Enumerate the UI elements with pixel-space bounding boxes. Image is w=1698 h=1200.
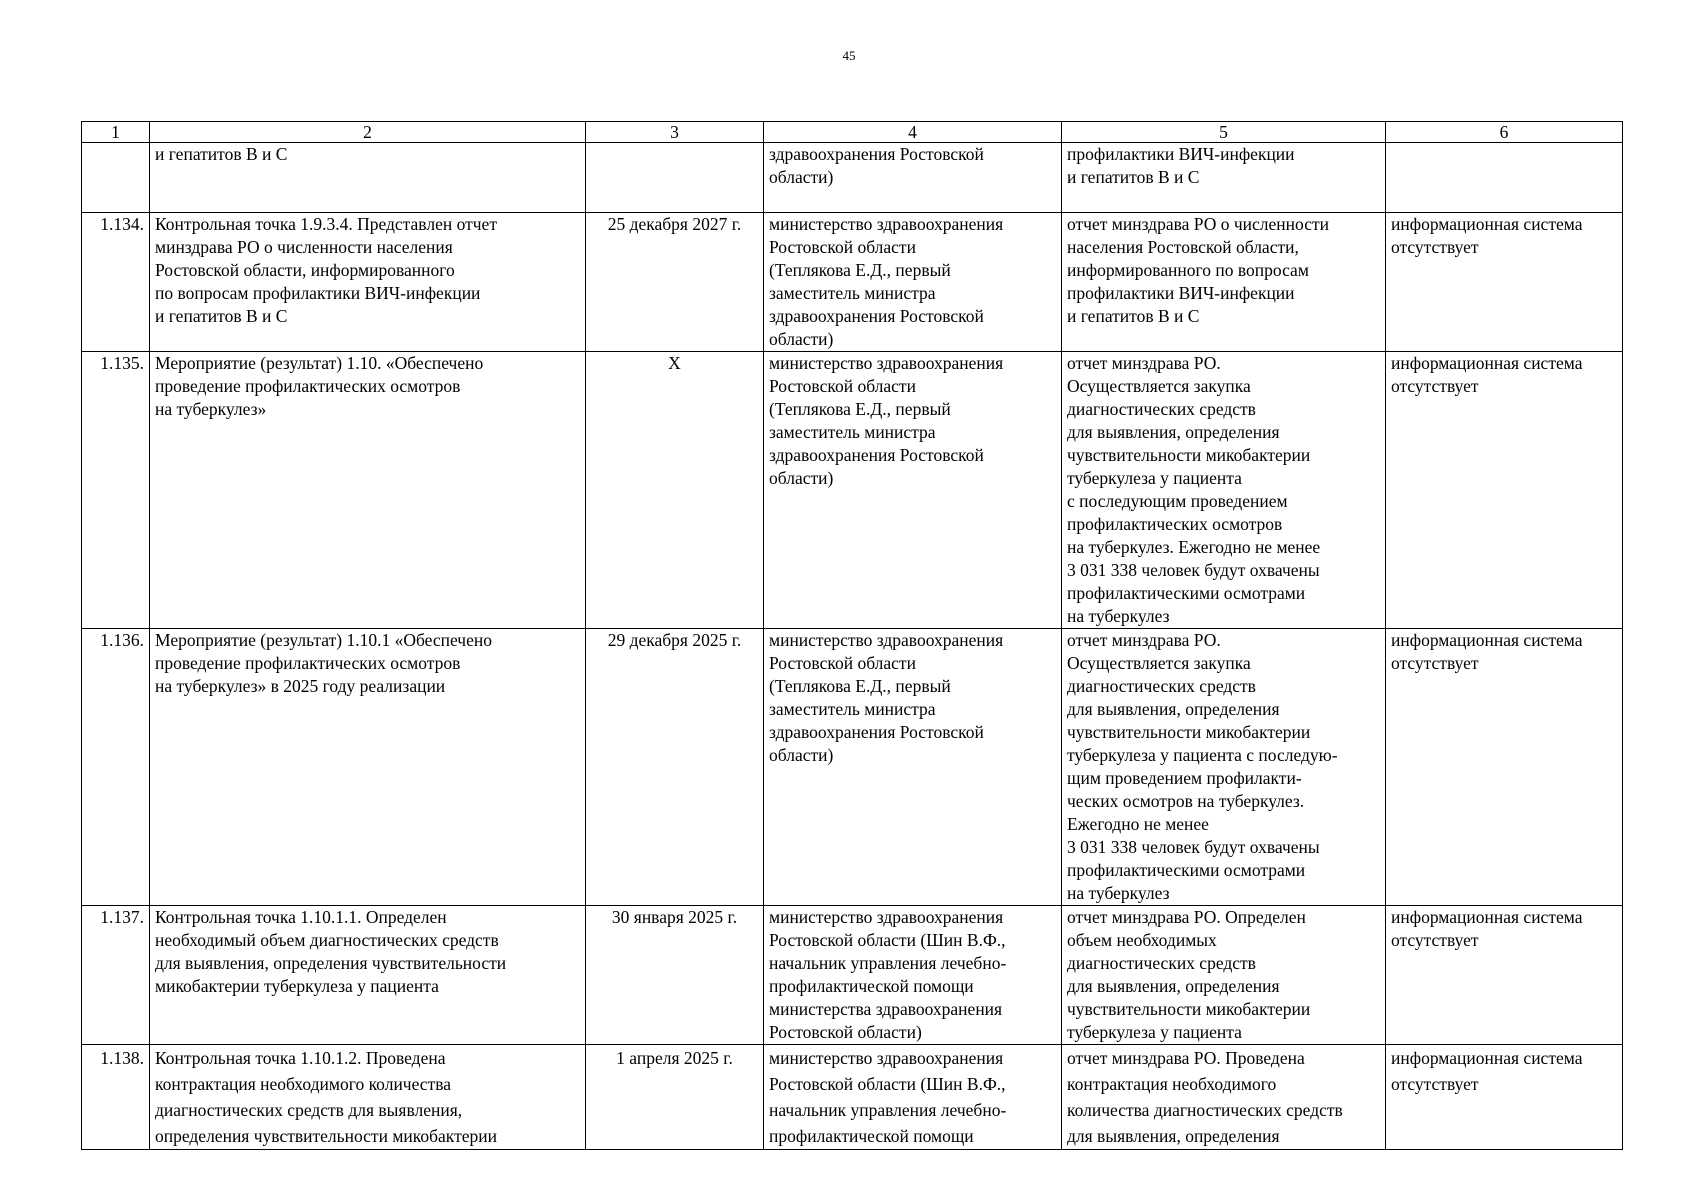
text-line: отчет минздрава РО. Проведена	[1067, 1048, 1305, 1068]
text-line: профилактических осмотров	[1067, 514, 1283, 534]
text-line: отчет минздрава РО. Определен	[1067, 907, 1306, 927]
plan-table	[81, 121, 1623, 1150]
text-line: 3 031 338 человек будут охвачены	[1067, 837, 1320, 857]
text-line: для выявления, определения	[1067, 422, 1280, 442]
text-line: чувствительности микобактерии	[1067, 722, 1311, 742]
text-line: на туберкулез. Ежегодно не менее	[1067, 537, 1321, 557]
table-row	[82, 143, 1623, 213]
text-line: профилактики ВИЧ-инфекции	[1067, 144, 1295, 164]
text-line: отсутствует	[1391, 930, 1479, 950]
info-system-cell	[1386, 213, 1623, 352]
text-line: Ростовской области	[769, 237, 916, 257]
text-line: (Теплякова Е.Д., первый	[769, 676, 951, 696]
text-line: для выявления, определения чувствительности	[155, 953, 507, 973]
text-line: здравоохранения Ростовской	[769, 722, 984, 742]
text-line: объем необходимых	[1067, 930, 1217, 950]
text-line: министерство здравоохранения	[769, 630, 1004, 650]
text-line: области)	[769, 468, 834, 488]
text-line: Ростовской области	[769, 376, 916, 396]
text-line: информированного по вопросам	[1067, 260, 1309, 280]
text-line: для выявления, определения	[1067, 1126, 1280, 1146]
text-line: с последующим проведением	[1067, 491, 1288, 511]
description-cell	[150, 629, 586, 906]
text-line: заместитель министра	[769, 699, 936, 719]
text-line: отчет минздрава РО.	[1067, 353, 1221, 373]
text-line: по вопросам профилактики ВИЧ-инфекции	[155, 283, 481, 303]
text-line: диагностических средств для выявления,	[155, 1100, 463, 1120]
text-line: Контрольная точка 1.10.1.2. Проведена	[155, 1048, 446, 1068]
info-system-cell	[1386, 906, 1623, 1045]
text-line: Ростовской области, информированного	[155, 260, 455, 280]
table-row	[82, 352, 1623, 629]
responsible-cell	[764, 906, 1062, 1045]
text-line: ческих осмотров на туберкулез.	[1067, 791, 1305, 811]
text-line: информационная система	[1391, 907, 1583, 927]
text-line: отсутствует	[1391, 1074, 1479, 1094]
text-line: здравоохранения Ростовской	[769, 445, 984, 465]
text-line: информационная система	[1391, 630, 1583, 650]
column-header-2: 2	[150, 122, 586, 143]
row-number-cell: 1.137.	[82, 906, 150, 1045]
responsible-cell	[764, 143, 1062, 213]
text-line: диагностических средств	[1067, 399, 1256, 419]
date-cell: 29 декабря 2025 г.	[586, 629, 764, 906]
description-cell	[150, 143, 586, 213]
text-line: заместитель министра	[769, 422, 936, 442]
text-line: туберкулеза у пациента	[1067, 468, 1242, 488]
text-line: на туберкулез» в 2025 году реализации	[155, 676, 446, 696]
table-header-row	[82, 122, 1623, 143]
column-header-6: 6	[1386, 122, 1623, 143]
column-header-4: 4	[764, 122, 1062, 143]
table-row	[82, 629, 1623, 906]
row-number-cell: 1.134.	[82, 213, 150, 352]
text-line: области)	[769, 329, 834, 349]
text-line: Мероприятие (результат) 1.10.1 «Обеспечено	[155, 630, 492, 650]
responsible-cell	[764, 213, 1062, 352]
text-line: Ростовской области (Шин В.Ф.,	[769, 1074, 1006, 1094]
text-line: диагностических средств	[1067, 676, 1256, 696]
text-line: на туберкулез	[1067, 883, 1170, 903]
text-line: министерство здравоохранения	[769, 907, 1004, 927]
text-line: проведение профилактических осмотров	[155, 376, 461, 396]
text-line: на туберкулез	[1067, 606, 1170, 626]
description-cell	[150, 213, 586, 352]
text-line: населения Ростовской области,	[1067, 237, 1299, 257]
info-system-cell	[1386, 629, 1623, 906]
responsible-cell	[764, 1045, 1062, 1150]
text-line: Мероприятие (результат) 1.10. «Обеспечено	[155, 353, 484, 373]
text-line: профилактической помощи	[769, 1126, 974, 1146]
text-line: и гепатитов В и С	[1067, 167, 1200, 187]
text-line: на туберкулез»	[155, 399, 267, 419]
text-line: проведение профилактических осмотров	[155, 653, 461, 673]
responsible-cell	[764, 629, 1062, 906]
text-line: отчет минздрава РО.	[1067, 630, 1221, 650]
table-row	[82, 1045, 1623, 1150]
text-line: профилактическими осмотрами	[1067, 583, 1306, 603]
text-line: информационная система	[1391, 1048, 1583, 1068]
text-line: информационная система	[1391, 353, 1583, 373]
text-line: министерство здравоохранения	[769, 353, 1004, 373]
info-system-cell	[1386, 352, 1623, 629]
text-line: Ростовской области (Шин В.Ф.,	[769, 930, 1006, 950]
text-line: информационная система	[1391, 214, 1583, 234]
responsible-cell	[764, 352, 1062, 629]
text-line: необходимый объем диагностических средств	[155, 930, 499, 950]
result-cell	[1062, 906, 1386, 1045]
table-row	[82, 213, 1623, 352]
text-line: микобактерии туберкулеза у пациента	[155, 976, 439, 996]
text-line: и гепатитов В и С	[155, 144, 288, 164]
text-line: Ростовской области)	[769, 1022, 922, 1042]
row-number-cell: 1.138.	[82, 1045, 150, 1150]
text-line: (Теплякова Е.Д., первый	[769, 260, 951, 280]
text-line: отчет минздрава РО о численности	[1067, 214, 1329, 234]
date-cell: 30 января 2025 г.	[586, 906, 764, 1045]
text-line: контрактация необходимого	[1067, 1074, 1277, 1094]
text-line: и гепатитов В и С	[155, 306, 288, 326]
text-line: министерство здравоохранения	[769, 214, 1004, 234]
text-line: 3 031 338 человек будут охвачены	[1067, 560, 1320, 580]
text-line: заместитель министра	[769, 283, 936, 303]
text-line: Осуществляется закупка	[1067, 376, 1251, 396]
text-line: Ростовской области	[769, 653, 916, 673]
result-cell	[1062, 629, 1386, 906]
result-cell	[1062, 213, 1386, 352]
row-number-cell: 1.136.	[82, 629, 150, 906]
text-line: туберкулеза у пациента с последую-	[1067, 745, 1338, 765]
date-cell: 1 апреля 2025 г.	[586, 1045, 764, 1150]
text-line: Контрольная точка 1.9.3.4. Представлен отчет	[155, 214, 497, 234]
table-row	[82, 906, 1623, 1045]
text-line: количества диагностических средств	[1067, 1100, 1343, 1120]
date-cell: 25 декабря 2027 г.	[586, 213, 764, 352]
text-line: контрактация необходимого количества	[155, 1074, 452, 1094]
row-number-cell	[82, 143, 150, 213]
text-line: Осуществляется закупка	[1067, 653, 1251, 673]
text-line: туберкулеза у пациента	[1067, 1022, 1242, 1042]
text-line: диагностических средств	[1067, 953, 1256, 973]
result-cell	[1062, 352, 1386, 629]
text-line: отсутствует	[1391, 237, 1479, 257]
description-cell	[150, 352, 586, 629]
column-header-3: 3	[586, 122, 764, 143]
text-line: для выявления, определения	[1067, 699, 1280, 719]
page-number: 45	[842, 48, 856, 63]
text-line: отсутствует	[1391, 376, 1479, 396]
text-line: профилактики ВИЧ-инфекции	[1067, 283, 1295, 303]
text-line: отсутствует	[1391, 653, 1479, 673]
text-line: минздрава РО о численности населения	[155, 237, 453, 257]
text-line: для выявления, определения	[1067, 976, 1280, 996]
date-cell	[586, 143, 764, 213]
row-number-cell: 1.135.	[82, 352, 150, 629]
text-line: области)	[769, 745, 834, 765]
date-cell: X	[586, 352, 764, 629]
result-cell	[1062, 143, 1386, 213]
text-line: профилактическими осмотрами	[1067, 860, 1306, 880]
text-line: министерство здравоохранения	[769, 1048, 1004, 1068]
column-header-1: 1	[82, 122, 150, 143]
description-cell	[150, 906, 586, 1045]
text-line: и гепатитов В и С	[1067, 306, 1200, 326]
text-line: области)	[769, 167, 834, 187]
text-line: чувствительности микобактерии	[1067, 999, 1311, 1019]
column-header-5: 5	[1062, 122, 1386, 143]
result-cell	[1062, 1045, 1386, 1150]
info-system-cell	[1386, 1045, 1623, 1150]
text-line: начальник управления лечебно-	[769, 953, 1007, 973]
text-line: министерства здравоохранения	[769, 999, 1003, 1019]
text-line: начальник управления лечебно-	[769, 1100, 1007, 1120]
text-line: здравоохранения Ростовской	[769, 144, 984, 164]
text-line: (Теплякова Е.Д., первый	[769, 399, 951, 419]
text-line: здравоохранения Ростовской	[769, 306, 984, 326]
description-cell	[150, 1045, 586, 1150]
text-line: профилактической помощи	[769, 976, 974, 996]
text-line: щим проведением профилакти-	[1067, 768, 1302, 788]
text-line: Контрольная точка 1.10.1.1. Определен	[155, 907, 447, 927]
text-line: Ежегодно не менее	[1067, 814, 1209, 834]
text-line: определения чувствительности микобактерии	[155, 1126, 497, 1146]
text-line: чувствительности микобактерии	[1067, 445, 1311, 465]
info-system-cell	[1386, 143, 1623, 213]
